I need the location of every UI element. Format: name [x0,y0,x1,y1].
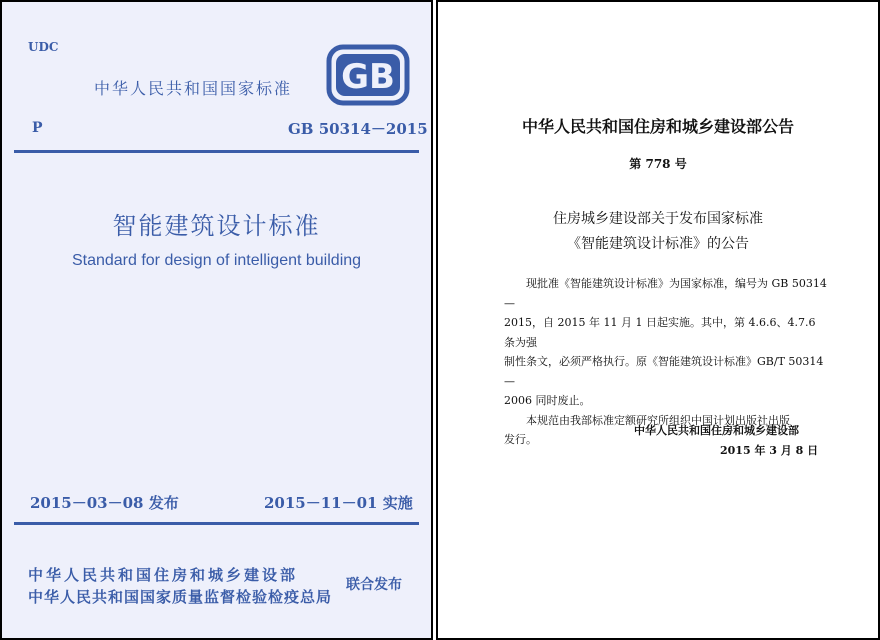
body-line: 制性条文，必须严格执行。原《智能建筑设计标准》GB/T 50314— [504,355,824,388]
udc-label: UDC [28,40,59,54]
publisher-ministry: 中华人民共和国住房和城乡建设部 [28,566,299,584]
signatory: 中华人民共和国住房和城乡建设部 [634,424,799,437]
publisher-aqsiq: 中华人民共和国国家质量监督检验检疫总局 [28,588,333,606]
announcement-number: 第 778 号 [629,157,687,171]
announcement-page [436,0,880,640]
body-line: 本规范由我部标准定额研究所组织中国计划出版社出版 [526,413,790,427]
national-standard-heading: 中华人民共和国国家标准 [94,79,293,98]
announcement-subtitle-line-1: 住房城乡建设部关于发布国家标准 [553,211,763,227]
title-chinese: 智能建筑设计标准 [112,212,321,240]
joint-release-label: 联合发布 [346,577,402,593]
gb-logo-icon [326,44,410,106]
standard-cover-page [0,0,433,640]
issue-date: 2015－03－08 发布 [30,494,179,512]
body-line: 2015，自 2015 年 11 月 1 日起实施。其中，第 4.6.6、4.7.6 条为强 [504,316,816,349]
body-line: 发行。 [504,433,537,446]
announcement-subtitle-line-2: 《智能建筑设计标准》的公告 [567,236,749,252]
body-line: 2006 同时废止。 [504,394,591,407]
bottom-divider [14,522,419,525]
body-line: 现批准《智能建筑设计标准》为国家标准，编号为 GB 50314— [504,277,827,310]
announcement-title: 中华人民共和国住房和城乡建设部公告 [521,117,794,136]
top-divider [14,150,419,153]
implementation-date: 2015－11－01 实施 [264,494,413,512]
title-english: Standard for design of intelligent building [71,252,362,269]
gb-logo-text: GB [341,57,395,97]
announcement-date: 2015 年 3 月 8 日 [720,444,819,457]
standard-number: GB 50314－2015 [288,120,428,138]
category-letter: P [32,120,43,136]
